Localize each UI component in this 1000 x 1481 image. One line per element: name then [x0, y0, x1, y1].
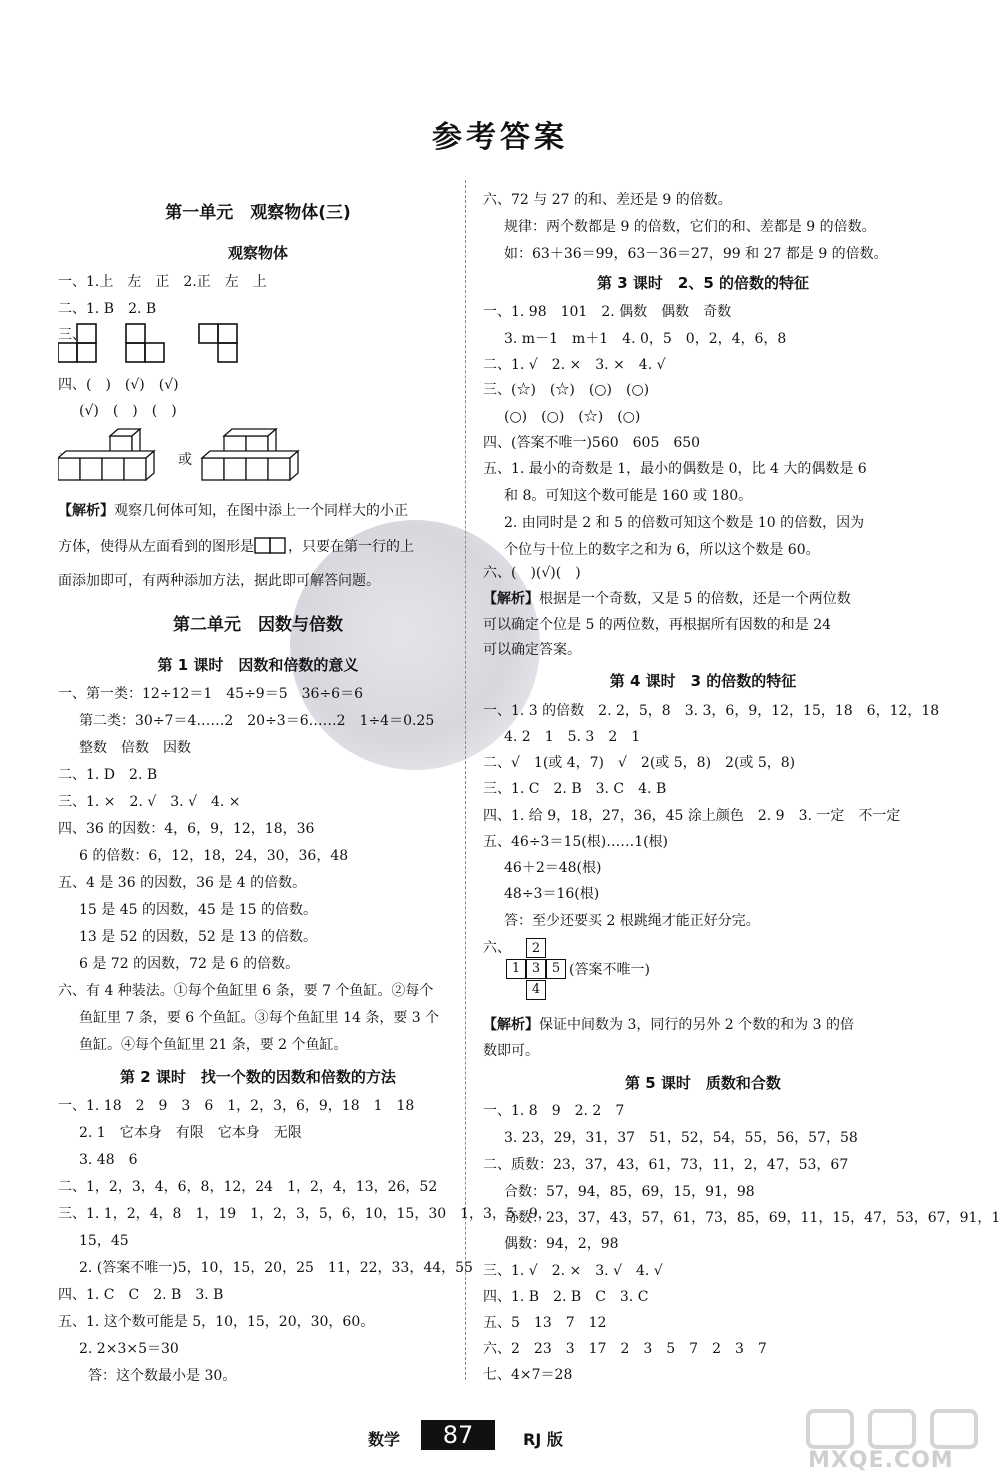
answer-line: 五、1. 最小的奇数是 1，最小的偶数是 0，比 4 大的偶数是 6: [483, 461, 867, 477]
grid-cell: 1: [506, 959, 526, 979]
analysis-line: [483, 1015, 854, 1035]
answer-line: 六、2 23 3 17 2 3 5 7 2 3 7: [483, 1341, 767, 1357]
answer-line: 一、1. 3 的倍数 2. 2，5，8 3. 3，6，9，12，15，18 6，12，18: [483, 703, 940, 719]
analysis-tag: 【解析】: [58, 503, 114, 519]
analysis-text: 方体，使得从左面看到的图形是: [58, 539, 254, 555]
lesson4-title: 第 4 课时 3 的倍数的特征: [609, 672, 797, 690]
answer-line: 一、1. 98 101 2. 偶数 偶数 奇数: [483, 304, 732, 320]
answer-line: 四、1. 给 9，18，27，36，45 涂上颜色 2. 9 3. 一定 不一定: [483, 808, 901, 824]
lesson1-title: 第 1 课时 因数和倍数的意义: [157, 656, 359, 674]
answer-line: 3. 23，29，31，37 51，52，54，55，56，57，58: [504, 1130, 858, 1146]
answer-line: 二、1. √ 2. × 3. × 4. √: [483, 357, 666, 373]
answer-line: 合数：57，94，85，69，15，91，98: [504, 1184, 755, 1200]
answer-line: 一、第一类：12÷12＝1 45÷9＝5 36÷6＝6: [58, 686, 363, 702]
footer-edition: RJ 版: [523, 1430, 563, 1449]
cube-stack-figure-a: [58, 428, 168, 494]
analysis-tag: 【解析】: [483, 591, 539, 607]
answer-line: 三、1. 1，2，4，8 1，19 1，2，3，5，6，10，15，30 1，3，5，9，: [58, 1206, 552, 1222]
answer-line: 四、1. C C 2. B 3. B: [58, 1287, 224, 1303]
answer-line: 和 8。可知这个数可能是 160 或 180。: [504, 488, 753, 504]
answer-line: 3. m－1 m＋1 4. 0，5 0，2，4，6，8: [504, 331, 787, 347]
answer-line: 第二类：30÷7＝4……2 20÷3＝6……2 1÷4＝0.25: [79, 713, 435, 729]
answer-line: 四、( ) (√) (√): [58, 377, 179, 393]
answer-line: 五、1. 这个数可能是 5，10，15，20，30，60。: [58, 1314, 375, 1330]
answer-line: 3. 48 6: [79, 1152, 138, 1168]
answer-line: 四、36 的因数：4，6，9，12，18，36: [58, 821, 315, 837]
page-title: 参考答案: [432, 120, 568, 155]
unit1-title: 第一单元 观察物体(三): [165, 203, 351, 223]
answer-line: 规律：两个数都是 9 的倍数，它们的和、差都是 9 的倍数。: [504, 219, 876, 235]
analysis-text: 根据是一个奇数，又是 5 的倍数，还是一个两位数: [539, 591, 851, 607]
or-text: 或: [178, 452, 192, 468]
answer-line: 个位与十位上的数字之和为 6，所以这个数是 60。: [504, 542, 820, 558]
answer-line: 2. (答案不唯一)5，10，15，20，25 11，22，33，44，55: [79, 1260, 473, 1276]
answer-line: 6 是 72 的因数，72 是 6 的倍数。: [79, 956, 300, 972]
answer-line: 四、(答案不唯一)560 605 650: [483, 435, 701, 451]
analysis-line: [58, 501, 408, 521]
answer-line: 三、(☆) (☆) (○) (○): [483, 382, 650, 398]
grid-cell: 3: [526, 959, 546, 979]
grid-cell: 4: [526, 980, 546, 1000]
answer-line: 二、1，2，3，4，6，8，12，24 1，2，4，13，26，52: [58, 1179, 438, 1195]
unit2-title: 第二单元 因数与倍数: [173, 615, 343, 635]
answer-line: 二、质数：23，37，43，61，73，11，2，47，53，67: [483, 1157, 849, 1173]
analysis-line: [58, 537, 414, 557]
answer-line: 偶数：94，2，98: [504, 1236, 619, 1252]
answer-line: 15，45: [79, 1233, 129, 1249]
answer-line: 一、1.上 左 正 2.正 左 上: [58, 274, 267, 290]
analysis-text: 观察几何体可知，在图中添上一个同样大的小正: [114, 503, 408, 519]
two-square-figure: [254, 537, 288, 557]
answer-line: 七、4×7＝28: [483, 1367, 573, 1383]
answer-line: (√) ( ) ( ): [79, 403, 177, 419]
answer-line: 一、1. 18 2 9 3 6 1，2，3，6，9，18 1 18: [58, 1098, 415, 1114]
answer-line: 整数 倍数 因数: [79, 740, 191, 756]
analysis-line: 可以确定个位是 5 的两位数，再根据所有因数的和是 24: [483, 617, 832, 633]
answer-line: 三、1. × 2. √ 3. √ 4. ×: [58, 794, 241, 810]
answer-line: 五、46÷3＝15(根)……1(根): [483, 834, 669, 850]
lesson2-title: 第 2 课时 找一个数的因数和倍数的方法: [120, 1068, 396, 1086]
answer-label: 六、: [483, 940, 511, 956]
lesson5-title: 第 5 课时 质数和合数: [625, 1074, 781, 1092]
answer-line: 六、有 4 种装法。①每个鱼缸里 6 条，要 7 个鱼缸。②每个: [58, 983, 434, 999]
answer-line: 2. 2×3×5＝30: [79, 1341, 179, 1357]
answer-line: 五、4 是 36 的因数，36 是 4 的倍数。: [58, 875, 307, 891]
analysis-line: 可以确定答案。: [483, 642, 581, 658]
watermark-text: MXQE.COM: [808, 1448, 954, 1473]
analysis-line: [483, 589, 851, 609]
answer-line: 六、72 与 27 的和、差还是 9 的倍数。: [483, 192, 732, 208]
number-cross-grid: [504, 938, 574, 1004]
answer-line: 如：63＋36＝99，63－36＝27，99 和 27 都是 9 的倍数。: [504, 246, 888, 262]
view-figures: [58, 322, 258, 367]
answer-line: 13 是 52 的因数，52 是 13 的倍数。: [79, 929, 317, 945]
answer-line: 鱼缸。④每个鱼缸里 21 条，要 2 个鱼缸。: [79, 1037, 348, 1053]
answer-line: 二、1. D 2. B: [58, 767, 158, 783]
footer-subject: 数学: [368, 1430, 401, 1449]
analysis-text: 保证中间数为 3，同行的另外 2 个数的和为 3 的倍: [539, 1017, 854, 1033]
answer-line: 五、5 13 7 12: [483, 1315, 607, 1331]
answer-line: 2. 1 它本身 有限 它本身 无限: [79, 1125, 302, 1141]
answer-line: 4. 2 1 5. 3 2 1: [504, 729, 641, 745]
answer-line: 一、1. 8 9 2. 2 7: [483, 1103, 625, 1119]
column-divider: [465, 180, 466, 1380]
cube-stack-figure-b: [198, 428, 318, 494]
lesson3-title: 第 3 课时 2、5 的倍数的特征: [597, 274, 809, 292]
answer-line: 奇数：23，37，43，57，61，73，85，69，11，15，47，53，67，91，1: [504, 1210, 1000, 1226]
answer-line: 四、1. B 2. B C 3. C: [483, 1289, 649, 1305]
grid-cell: 2: [526, 938, 546, 958]
answer-line: 二、√ 1(或 4，7) √ 2(或 5，8) 2(或 5，8): [483, 755, 796, 771]
answer-line: 6 的倍数：6，12，18，24，30，36，48: [79, 848, 349, 864]
grid-cell: 5: [546, 959, 566, 979]
answer-line: 三、1. √ 2. × 3. √ 4. √: [483, 1263, 663, 1279]
answer-line: 2. 由同时是 2 和 5 的倍数可知这个数是 10 的倍数，因为: [504, 515, 865, 531]
answer-line: 六、( )(√)( ): [483, 565, 581, 581]
answer-line: 答：至少还要买 2 根跳绳才能正好分完。: [504, 913, 760, 929]
analysis-tag: 【解析】: [483, 1017, 539, 1033]
answer-line: 二、1. B 2. B: [58, 301, 157, 317]
page-number: 87: [421, 1420, 495, 1450]
answer-line: 三、1. C 2. B 3. C 4. B: [483, 781, 667, 797]
lesson-observe-title: 观察物体: [227, 244, 288, 262]
analysis-line: 数即可。: [483, 1043, 539, 1059]
analysis-text: ，只要在第一行的上: [288, 539, 414, 555]
answer-line: 46＋2＝48(根): [504, 860, 602, 876]
answer-line: 48÷3＝16(根): [504, 886, 600, 902]
analysis-line: 面添加即可，有两种添加方法，据此即可解答问题。: [58, 573, 380, 589]
answer-line: (○) (○) (☆) (○): [504, 409, 641, 425]
answer-label: 三、: [58, 327, 86, 343]
answer-line: 答：这个数最小是 30。: [88, 1368, 237, 1384]
answer-line: 鱼缸里 7 条，要 6 个鱼缸。③每个鱼缸里 14 条，要 3 个: [79, 1010, 440, 1026]
grid-note: (答案不唯一): [569, 962, 650, 978]
answer-line: 15 是 45 的因数，45 是 15 的倍数。: [79, 902, 317, 918]
